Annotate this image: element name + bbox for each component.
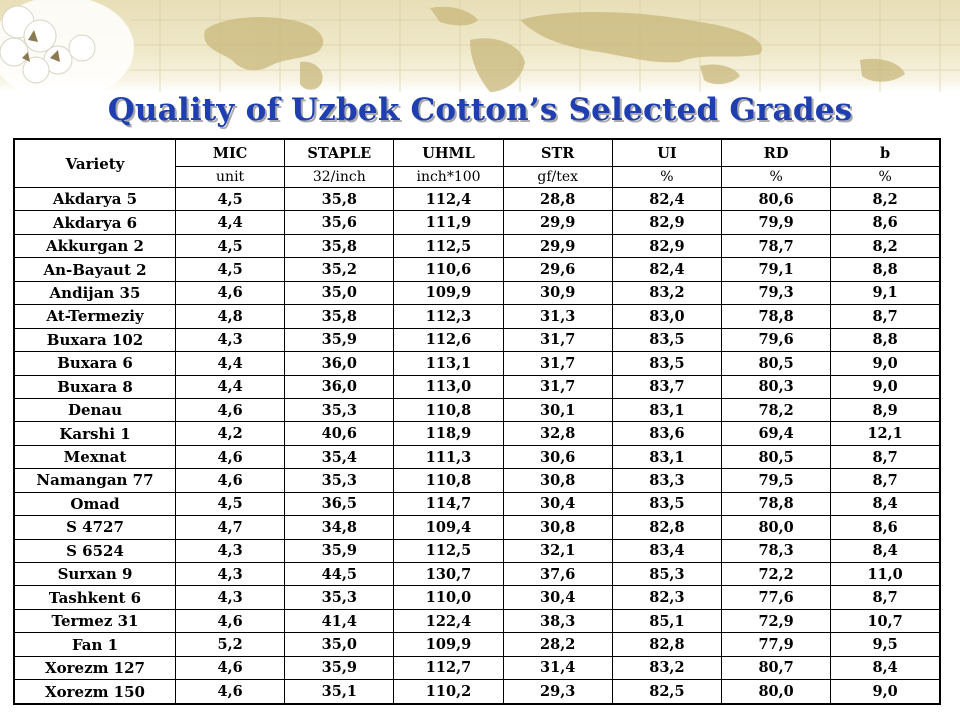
- variety-cell: Termez 31: [14, 609, 176, 632]
- variety-cell: Fan 1: [14, 633, 176, 656]
- column-header: UI: [612, 139, 721, 167]
- variety-cell: Buxara 8: [14, 375, 176, 398]
- value-cell: 8,4: [831, 656, 940, 679]
- value-cell: 4,8: [176, 305, 285, 328]
- value-cell: 83,5: [612, 492, 721, 515]
- value-cell: 111,9: [394, 211, 503, 234]
- table-row: [14, 398, 940, 421]
- value-cell: 36,5: [285, 492, 394, 515]
- header-banner: [0, 0, 960, 92]
- value-cell: 28,8: [503, 188, 612, 211]
- value-cell: 78,7: [722, 234, 831, 257]
- value-cell: 10,7: [831, 609, 940, 632]
- value-cell: 8,8: [831, 328, 940, 351]
- value-cell: 28,2: [503, 633, 612, 656]
- value-cell: 111,3: [394, 445, 503, 468]
- value-cell: 35,9: [285, 656, 394, 679]
- value-cell: 78,2: [722, 398, 831, 421]
- value-cell: 29,6: [503, 258, 612, 281]
- table-row: [14, 211, 940, 234]
- value-cell: 35,8: [285, 188, 394, 211]
- value-cell: 5,2: [176, 633, 285, 656]
- column-header: b: [831, 139, 940, 167]
- column-unit: inch*100: [394, 167, 503, 188]
- value-cell: 35,0: [285, 633, 394, 656]
- value-cell: 4,2: [176, 422, 285, 445]
- value-cell: 29,9: [503, 234, 612, 257]
- value-cell: 80,0: [722, 680, 831, 704]
- column-unit: 32/inch: [285, 167, 394, 188]
- value-cell: 77,6: [722, 586, 831, 609]
- value-cell: 4,6: [176, 609, 285, 632]
- value-cell: 110,8: [394, 398, 503, 421]
- value-cell: 82,5: [612, 680, 721, 704]
- table-row: [14, 352, 940, 375]
- variety-cell: Buxara 102: [14, 328, 176, 351]
- value-cell: 110,2: [394, 680, 503, 704]
- page-title: Quality of Uzbek Cotton’s Selected Grades: [107, 92, 853, 128]
- value-cell: 80,7: [722, 656, 831, 679]
- value-cell: 9,5: [831, 633, 940, 656]
- value-cell: 83,4: [612, 539, 721, 562]
- value-cell: 31,7: [503, 352, 612, 375]
- value-cell: 30,8: [503, 469, 612, 492]
- value-cell: 35,3: [285, 469, 394, 492]
- world-map-image: [0, 0, 960, 92]
- table-row: [14, 328, 940, 351]
- value-cell: 44,5: [285, 563, 394, 586]
- variety-cell: Buxara 6: [14, 352, 176, 375]
- value-cell: 8,2: [831, 188, 940, 211]
- value-cell: 8,2: [831, 234, 940, 257]
- value-cell: 80,6: [722, 188, 831, 211]
- value-cell: 83,1: [612, 445, 721, 468]
- value-cell: 4,6: [176, 469, 285, 492]
- value-cell: 35,4: [285, 445, 394, 468]
- value-cell: 112,7: [394, 656, 503, 679]
- value-cell: 8,6: [831, 211, 940, 234]
- value-cell: 82,8: [612, 633, 721, 656]
- column-unit: %: [612, 167, 721, 188]
- value-cell: 79,1: [722, 258, 831, 281]
- value-cell: 30,6: [503, 445, 612, 468]
- column-header: STR: [503, 139, 612, 167]
- cotton-boll-image: [0, 0, 140, 92]
- value-cell: 122,4: [394, 609, 503, 632]
- value-cell: 4,4: [176, 352, 285, 375]
- table-row: [14, 445, 940, 468]
- value-cell: 4,4: [176, 375, 285, 398]
- value-cell: 4,3: [176, 328, 285, 351]
- table-row: [14, 188, 940, 211]
- value-cell: 83,1: [612, 398, 721, 421]
- value-cell: 113,0: [394, 375, 503, 398]
- value-cell: 112,6: [394, 328, 503, 351]
- value-cell: 8,6: [831, 516, 940, 539]
- variety-column-header: Variety: [14, 139, 176, 188]
- value-cell: 8,4: [831, 492, 940, 515]
- table-row: [14, 305, 940, 328]
- value-cell: 109,9: [394, 633, 503, 656]
- value-cell: 4,5: [176, 258, 285, 281]
- value-cell: 8,7: [831, 586, 940, 609]
- table-row: [14, 516, 940, 539]
- value-cell: 8,7: [831, 305, 940, 328]
- column-unit: %: [722, 167, 831, 188]
- value-cell: 29,3: [503, 680, 612, 704]
- value-cell: 112,3: [394, 305, 503, 328]
- value-cell: 4,3: [176, 539, 285, 562]
- value-cell: 4,6: [176, 281, 285, 304]
- value-cell: 31,3: [503, 305, 612, 328]
- table-row: [14, 563, 940, 586]
- column-header: UHML: [394, 139, 503, 167]
- value-cell: 4,6: [176, 656, 285, 679]
- table-row: [14, 656, 940, 679]
- value-cell: 35,3: [285, 586, 394, 609]
- value-cell: 80,5: [722, 445, 831, 468]
- column-unit: %: [831, 167, 940, 188]
- value-cell: 32,1: [503, 539, 612, 562]
- value-cell: 4,3: [176, 563, 285, 586]
- value-cell: 83,3: [612, 469, 721, 492]
- value-cell: 82,4: [612, 258, 721, 281]
- value-cell: 40,6: [285, 422, 394, 445]
- variety-cell: At-Termeziy: [14, 305, 176, 328]
- value-cell: 8,7: [831, 445, 940, 468]
- column-header: STAPLE: [285, 139, 394, 167]
- value-cell: 118,9: [394, 422, 503, 445]
- value-cell: 9,0: [831, 375, 940, 398]
- value-cell: 35,1: [285, 680, 394, 704]
- value-cell: 35,3: [285, 398, 394, 421]
- variety-cell: Akdarya 5: [14, 188, 176, 211]
- value-cell: 8,9: [831, 398, 940, 421]
- cotton-quality-table: [13, 138, 941, 705]
- variety-cell: Akdarya 6: [14, 211, 176, 234]
- value-cell: 9,0: [831, 352, 940, 375]
- value-cell: 109,4: [394, 516, 503, 539]
- value-cell: 35,8: [285, 305, 394, 328]
- value-cell: 31,4: [503, 656, 612, 679]
- table-row: [14, 422, 940, 445]
- value-cell: 35,0: [285, 281, 394, 304]
- value-cell: 83,5: [612, 328, 721, 351]
- variety-cell: Andijan 35: [14, 281, 176, 304]
- value-cell: 85,1: [612, 609, 721, 632]
- value-cell: 110,6: [394, 258, 503, 281]
- value-cell: 29,9: [503, 211, 612, 234]
- table-row: [14, 375, 940, 398]
- value-cell: 79,3: [722, 281, 831, 304]
- value-cell: 85,3: [612, 563, 721, 586]
- value-cell: 37,6: [503, 563, 612, 586]
- value-cell: 112,5: [394, 539, 503, 562]
- value-cell: 36,0: [285, 352, 394, 375]
- value-cell: 8,8: [831, 258, 940, 281]
- value-cell: 30,8: [503, 516, 612, 539]
- table-row: [14, 281, 940, 304]
- value-cell: 110,0: [394, 586, 503, 609]
- value-cell: 12,1: [831, 422, 940, 445]
- value-cell: 30,4: [503, 492, 612, 515]
- table-row: [14, 492, 940, 515]
- value-cell: 38,3: [503, 609, 612, 632]
- table-row: [14, 234, 940, 257]
- value-cell: 30,1: [503, 398, 612, 421]
- variety-cell: Namangan 77: [14, 469, 176, 492]
- value-cell: 112,5: [394, 234, 503, 257]
- value-cell: 35,9: [285, 328, 394, 351]
- value-cell: 112,4: [394, 188, 503, 211]
- variety-cell: Karshi 1: [14, 422, 176, 445]
- column-header: RD: [722, 139, 831, 167]
- value-cell: 83,2: [612, 281, 721, 304]
- variety-cell: Surxan 9: [14, 563, 176, 586]
- value-cell: 11,0: [831, 563, 940, 586]
- value-cell: 83,5: [612, 352, 721, 375]
- value-cell: 130,7: [394, 563, 503, 586]
- table-row: [14, 469, 940, 492]
- value-cell: 9,1: [831, 281, 940, 304]
- value-cell: 4,4: [176, 211, 285, 234]
- value-cell: 31,7: [503, 375, 612, 398]
- value-cell: 4,6: [176, 680, 285, 704]
- value-cell: 35,8: [285, 234, 394, 257]
- value-cell: 83,2: [612, 656, 721, 679]
- variety-cell: Denau: [14, 398, 176, 421]
- variety-cell: Akkurgan 2: [14, 234, 176, 257]
- value-cell: 83,0: [612, 305, 721, 328]
- value-cell: 82,9: [612, 234, 721, 257]
- value-cell: 79,6: [722, 328, 831, 351]
- table-row: [14, 680, 940, 704]
- value-cell: 31,7: [503, 328, 612, 351]
- value-cell: 8,7: [831, 469, 940, 492]
- value-cell: 4,3: [176, 586, 285, 609]
- value-cell: 4,5: [176, 234, 285, 257]
- value-cell: 35,2: [285, 258, 394, 281]
- value-cell: 82,9: [612, 211, 721, 234]
- value-cell: 77,9: [722, 633, 831, 656]
- value-cell: 82,3: [612, 586, 721, 609]
- table-row: [14, 633, 940, 656]
- value-cell: 83,7: [612, 375, 721, 398]
- value-cell: 4,7: [176, 516, 285, 539]
- value-cell: 9,0: [831, 680, 940, 704]
- variety-cell: An-Bayaut 2: [14, 258, 176, 281]
- column-header: MIC: [176, 139, 285, 167]
- table-row: [14, 609, 940, 632]
- value-cell: 30,9: [503, 281, 612, 304]
- variety-cell: S 6524: [14, 539, 176, 562]
- value-cell: 110,8: [394, 469, 503, 492]
- column-unit: gf/tex: [503, 167, 612, 188]
- value-cell: 30,4: [503, 586, 612, 609]
- table-row: [14, 586, 940, 609]
- variety-cell: Xorezm 150: [14, 680, 176, 704]
- value-cell: 8,4: [831, 539, 940, 562]
- value-cell: 35,6: [285, 211, 394, 234]
- table-row: [14, 258, 940, 281]
- value-cell: 80,0: [722, 516, 831, 539]
- value-cell: 34,8: [285, 516, 394, 539]
- value-cell: 83,6: [612, 422, 721, 445]
- variety-cell: Omad: [14, 492, 176, 515]
- value-cell: 4,5: [176, 492, 285, 515]
- value-cell: 109,9: [394, 281, 503, 304]
- value-cell: 113,1: [394, 352, 503, 375]
- value-cell: 69,4: [722, 422, 831, 445]
- value-cell: 79,9: [722, 211, 831, 234]
- column-unit: unit: [176, 167, 285, 188]
- table-row: [14, 539, 940, 562]
- value-cell: 4,6: [176, 398, 285, 421]
- value-cell: 78,3: [722, 539, 831, 562]
- value-cell: 82,4: [612, 188, 721, 211]
- value-cell: 78,8: [722, 492, 831, 515]
- table-header-row: [14, 139, 940, 167]
- value-cell: 80,5: [722, 352, 831, 375]
- value-cell: 82,8: [612, 516, 721, 539]
- variety-cell: S 4727: [14, 516, 176, 539]
- value-cell: 72,9: [722, 609, 831, 632]
- value-cell: 79,5: [722, 469, 831, 492]
- value-cell: 32,8: [503, 422, 612, 445]
- value-cell: 41,4: [285, 609, 394, 632]
- variety-cell: Tashkent 6: [14, 586, 176, 609]
- variety-cell: Xorezm 127: [14, 656, 176, 679]
- value-cell: 4,6: [176, 445, 285, 468]
- value-cell: 4,5: [176, 188, 285, 211]
- value-cell: 114,7: [394, 492, 503, 515]
- value-cell: 80,3: [722, 375, 831, 398]
- value-cell: 78,8: [722, 305, 831, 328]
- value-cell: 72,2: [722, 563, 831, 586]
- variety-cell: Mexnat: [14, 445, 176, 468]
- value-cell: 35,9: [285, 539, 394, 562]
- value-cell: 36,0: [285, 375, 394, 398]
